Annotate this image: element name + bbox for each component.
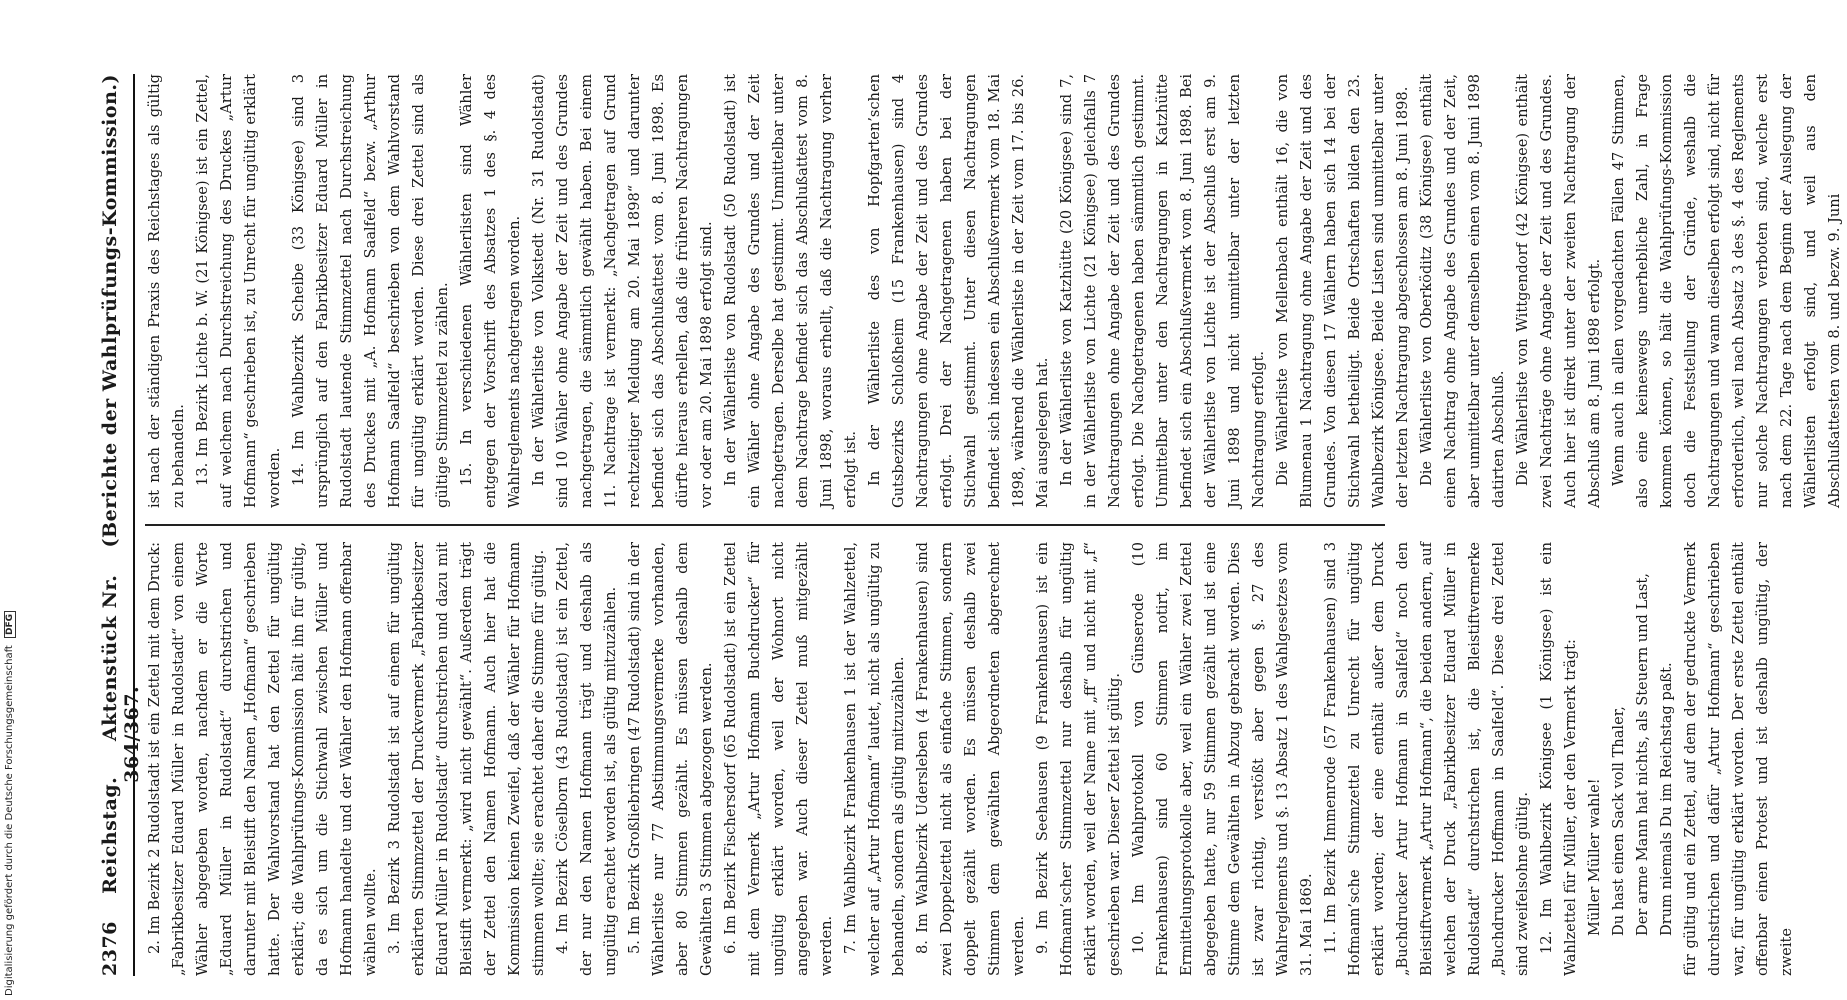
poem-line: Müller Müller wahle! <box>1586 778 1603 936</box>
paragraph: Die Wählerliste von Oberköditz (38 Königsee) enthält einen Nachtrag ohne Angabe des Grundes und der Zeit, aber unmittelbar unter demselben einen vom 8. Juni 1898 datirten Abschluß. <box>1418 74 1507 508</box>
paragraph: 14. Im Wahlbezirk Scheibe (33 Königsee) sind 3 ursprünglich auf den Fabrikbesitzer Eduard Müller in Rudolstadt lautende Stimmzettel nach Durchstreichung des Druckes mit „A. Hofmann Saalfeld“ bezw. „Arthur Hofmann Saalfeld“ beschrieben von dem Wahlvorstand für ungültig erklärt worden. Diese drei Zettel sind als gültige Stimmzettel zu zählen. <box>290 74 451 508</box>
rotated-document-page <box>85 50 1843 1000</box>
paragraph-continuation: ist nach der ständigen Praxis des Reichstages als gültig zu behandeln. <box>146 74 187 508</box>
paragraph: In der Wählerliste des von Hopfgarten’schen Gutsbezirks Schloßheim (15 Frankenhausen) sind 4 Nachtragungen ohne Angabe der Zeit und des Grundes erfolgt. Drei der Nachgetragenen haben bei der Stichwahl gestimmt. Unter diesen Nachtragungen befindet sich indessen ein Abschlußvermerk vom 18. Mai 1898, während die Wählerliste in der Zeit vom 17. bis 26. Mai ausgelegen hat. <box>866 74 1051 508</box>
paragraph: In der Wählerliste von Katzhütte (20 Königsee) sind 7, in der Wählerliste von Lichte (21 Königsee) gleichfalls 7 Nachtragungen ohne Angabe der Zeit und des Grundes erfolgt. Die Nachgetragenen haben sämmtlich gestimmt. Unmittelbar unter den Nachtragungen in Katzhütte befindet sich ein Abschlußvermerk vom 8. Juni 1898. Bei der Wählerliste von Lichte ist der Abschluß erst am 9. Juni 1898 und nicht unmittelbar unter der letzten Nachtragung erfolgt. <box>1058 74 1267 508</box>
paragraph-continuation: für gültig und ein Zettel, auf dem der gedruckte Vermerk durchstrichen und dafür „Artur Hofmann“ geschrieben war, für ungültig erklärt worden. Der erste Zettel enthält offenbar einen Protest und ist deshalb ungültig, der zweite <box>1682 542 1795 976</box>
page-header <box>99 74 143 976</box>
paragraph: In der Wählerliste von Rudolstadt (50 Rudolstadt) ist ein Wähler ohne Angabe des Grundes und der Zeit nachgetragen. Derselbe hat gestimmt. Unmittelbar unter dem Nachtrage befindet sich das Abschlußattest vom 8. Juni 1898, woraus erhellt, daß die Nachtragung vorher erfolgt ist. <box>722 74 859 508</box>
right-column <box>143 74 1843 508</box>
paragraph: 4. Im Bezirk Cöselborn (43 Rudolstadt) ist ein Zettel, der nur den Namen Hofmann trägt und deshalb als ungültig erachtet worden ist, als gültig mitzuzählen. <box>554 542 619 976</box>
paragraph: 2. Im Bezirk 2 Rudolstadt ist ein Zettel mit dem Druck: „Fabrikbesitzer Eduard Müller in Rudolstadt“ von einem Wähler abgegeben worden, nachdem er die Worte „Eduard Müller in Rudolstadt“ durchstrichen und darunter mit Bleistift den Namen „Hofmann“ geschrieben hatte. Der Wahlvorstand hat den Zettel für ungültig erklärt; die Wahlprüfungs-Kommission hält ihn für gültig, da es sich um die Stichwahl zwischen Müller und Hofmann handelte und der Wähler den Hofmann offenbar wählen wollte. <box>146 542 379 976</box>
section-title: (Berichte der Wahlprüfungs-Kommission.) <box>99 74 121 548</box>
paragraph: Die Wählerliste von Wittgendorf (42 Königsee) enthält zwei Nachträge ohne Angabe der Zeit und des Grundes. Auch hier ist direkt unter der zweiten Nachtragung der Abschluß am 8. Juni 1898 erfolgt. <box>1514 74 1603 508</box>
paragraph: 12. Im Wahlbezirk Königsee (1 Königsee) ist ein Wahlzettel für Müller, der den Vermerk trägt: <box>1538 542 1579 976</box>
page-number: 2376 <box>99 921 121 976</box>
paragraph: 13. Im Bezirk Lichte b. W. (21 Königsee) ist ein Zettel, auf welchem nach Durchstreichung des Druckes „Artur Hofmann“ geschrieben ist, zu Unrecht für ungültig erklärt worden. <box>194 74 283 508</box>
paragraph: In der Wählerliste von Volkstedt (Nr. 31 Rudolstadt) sind 10 Wähler ohne Angabe der Zeit und des Grundes nachgetragen, die sämmtlich gewählt haben. Bei einem 11. Nachtrage ist vermerkt: „Nachgetragen auf Grund rechtzeitiger Meldung am 20. Mai 1898“ und darunter befindet sich das Abschlußattest vom 8. Juni 1898. Es dürfte hieraus erhellen, daß die früheren Nachtragungen vor oder am 20. Mai 1898 erfolgt sind. <box>530 74 715 508</box>
text-columns <box>143 74 1843 976</box>
publication-name: Reichstag. <box>99 776 121 894</box>
poem-line: Der arme Mann hat nichts, als Steuern und Last, <box>1634 573 1651 936</box>
paragraph: 3. Im Bezirk 3 Rudolstadt ist auf einem für ungültig erklärten Stimmzettel der Druckvermerk „Fabrikbesitzer Eduard Müller in Rudolstadt“ durchstrichen und dazu mit Bleistift vermerkt: „wird nicht gewählt“. Außerdem trägt der Zettel den Namen Hofmann. Auch hier hat die Kommission keinen Zweifel, daß der Wähler für Hofmann stimmen wollte; sie erachtet daher die Stimme für gültig. <box>386 542 547 976</box>
paragraph: 10. Im Wahlprotokoll von Günserode (10 Frankenhausen) sind 60 Stimmen notirt, im Ermittelungsprotokolle aber, weil ein Wähler zwei Zettel abgegeben hatte, nur 59 Stimmen gezählt und ist eine Stimme dem Gewählten in Abzug gebracht worden. Dies ist zwar richtig, verstößt aber gegen §. 27 des Wahlreglements und §. 13 Absatz 1 des Wahlgesetzes vom 31. Mai 1869. <box>1130 542 1315 976</box>
paragraph: Wenn auch in allen vorgedachten Fällen 47 Stimmen, also eine keineswegs unerhebliche Zahl, in Frage kommen können, so hält die Wahlprüfungs-Kommission doch die Feststellung der Gründe, weshalb die Nachtragungen und wann dieselben erfolgt sind, nicht für erforderlich, weil nach Absatz 3 des §. 4 des Reglements nur solche Nachtragungen verboten sind, welche erst nach dem 22. Tage nach dem Beginn der Auslegung der Wählerlisten erfolgt sind, und weil aus den Abschlußattesten vom 8. und bezw. 9. Juni <box>1610 74 1843 508</box>
paragraph: 11. Im Bezirk Immenrode (57 Frankenhausen) sind 3 Hofmann’sche Stimmzettel zu Unrecht für ungültig erklärt worden; der eine enthält außer dem Druck „Buchdrucker Artur Hofmann in Saalfeld“ noch den Bleistiftvermerk „Artur Hofmann“, die beiden andern, auf welchen der Druck „Fabrikbesitzer Eduard Müller in Rudolstadt“ durchstrichen ist, die Bleistiftvermerke „Buchdrucker Hoffmann in Saalfeld“. Diese drei Zettel sind zweifelsohne gültig. <box>1322 542 1531 976</box>
document-reference: Aktenstück Nr. 364/367. <box>99 574 143 783</box>
paragraph: 6. Im Bezirk Fischersdorf (65 Rudolstadt) ist ein Zettel mit dem Vermerk „Artur Hofmann Buchdrucker“ für ungültig erklärt worden, weil der Wohnort nicht angegeben war. Auch dieser Zettel muß mitgezählt werden. <box>722 542 835 976</box>
paragraph: 8. Im Wahlbezirk Udersleben (4 Frankenhausen) sind zwei Doppelzettel nicht als einfache Stimmen, sondern doppelt gezählt worden. Es müssen deshalb zwei Stimmen dem gewählten Abgeordneten abgerechnet werden. <box>914 542 1027 976</box>
poem-line: Drum niemals Du im Reichstag paßt. <box>1658 662 1675 936</box>
poem-line: Du hast einen Sack voll Thaler, <box>1610 706 1627 936</box>
paragraph: Die Wählerliste von Mellenbach enthält 16, die von Blumenau 1 Nachtragung ohne Angabe der Zeit und des Grundes. Von diesen 17 Wählern haben sich 14 bei der Stichwahl betheiligt. Beide Ortschaften bilden den 23. Wahlbezirk Königsee. Beide Listen sind unmittelbar unter der letzten Nachtragung abgeschlossen am 8. Juni 1898. <box>1274 74 1411 508</box>
credit-text: Digitalisierung gefördert durch die Deutsche Forschungsgemeinschaft <box>4 645 15 996</box>
column-divider <box>145 524 1385 526</box>
paragraph: 7. Im Wahlbezirk Frankenhausen 1 ist der Wahlzettel, welcher auf „Artur Hofmann“ lautet, nicht als ungültig zu behandeln, sondern als gültig mitzuzählen. <box>842 542 907 976</box>
paragraph: 15. In verschiedenen Wählerlisten sind Wähler entgegen der Vorschrift des Absatzes 1 des §. 4 des Wahlreglements nachgetragen worden. <box>458 74 523 508</box>
dfg-logo: DFG <box>4 611 16 638</box>
left-column <box>143 542 1795 976</box>
running-title <box>99 547 143 921</box>
digitization-credit <box>4 606 16 996</box>
paragraph: 9. Im Bezirk Seehausen (9 Frankenhausen) ist ein Hofmann’scher Stimmzettel nur deshalb für ungültig erklärt worden, weil der Name mit „ff“ und nicht mit „f“ geschrieben war. Dieser Zettel ist gültig. <box>1034 542 1123 976</box>
paragraph: 5. Im Bezirk Großliebringen (47 Rudolstadt) sind in der Wählerliste nur 77 Abstimmungsvermerke vorhanden, aber 80 Stimmen gezählt. Es müssen deshalb dem Gewählten 3 Stimmen abgezogen werden. <box>626 542 715 976</box>
